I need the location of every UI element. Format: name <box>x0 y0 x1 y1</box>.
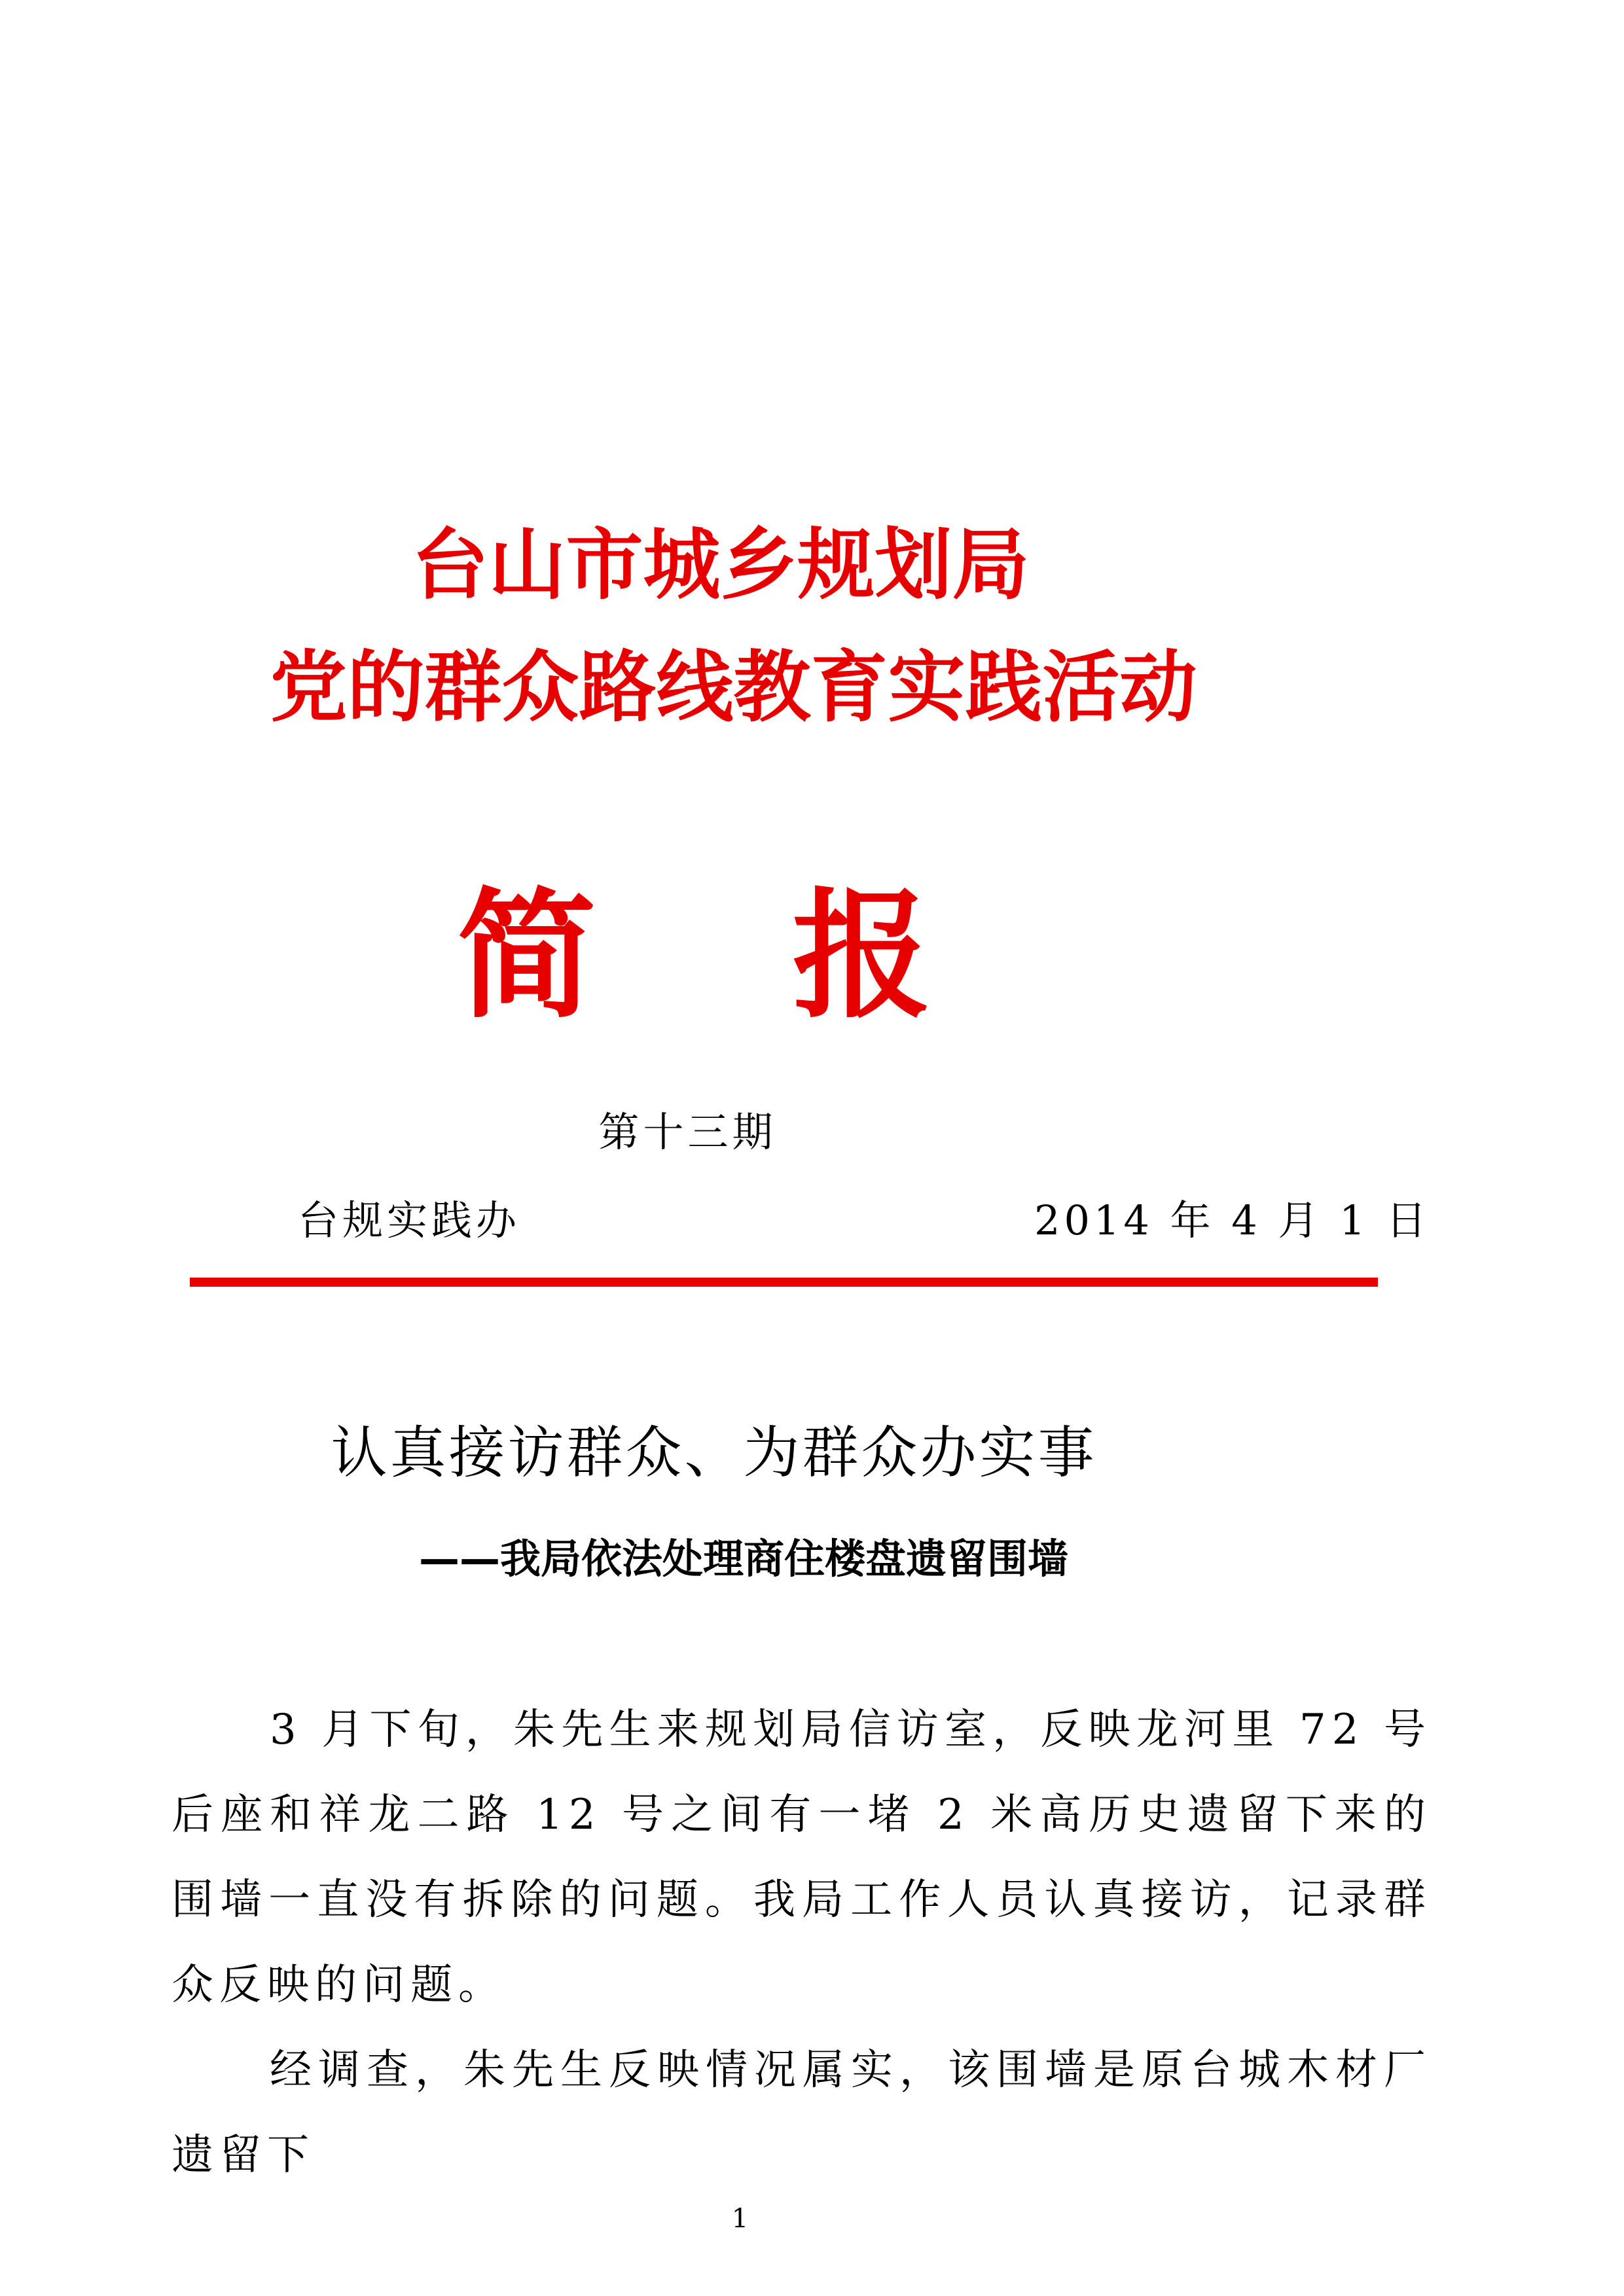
issuing-office: 台规实践办 <box>298 1196 521 1244</box>
article-body <box>171 1687 1432 2198</box>
paragraph-2: 经调查，朱先生反映情况属实，该围墙是原台城木材厂遗留下 <box>171 2046 1432 2179</box>
masthead-divider <box>190 1278 1378 1287</box>
article-subtitle: ——我局依法处理商住楼盘遗留围墙 <box>419 1535 1069 1583</box>
campaign-name: 党的群众路线教育实践活动 <box>270 641 1197 732</box>
paragraph-1: 3 月下旬，朱先生来规划局信访室，反映龙河里 72 号后座和祥龙二路 12 号之间有一堵 2 米高历史遗留下来的围墙一直没有拆除的问题。我局工作人员认真接访，记录群众反映的问题。 <box>171 1706 1432 2009</box>
page-number: 1 <box>731 2204 749 2234</box>
article-title: 认真接访群众、为群众办实事 <box>331 1420 1097 1486</box>
organization-name: 台山市城乡规划局 <box>411 519 1030 610</box>
bulletin-heading: 简报 <box>457 874 1128 1037</box>
issue-date: 2014 年 4 月 1 日 <box>1034 1196 1431 1244</box>
issue-number: 第十三期 <box>598 1108 777 1156</box>
